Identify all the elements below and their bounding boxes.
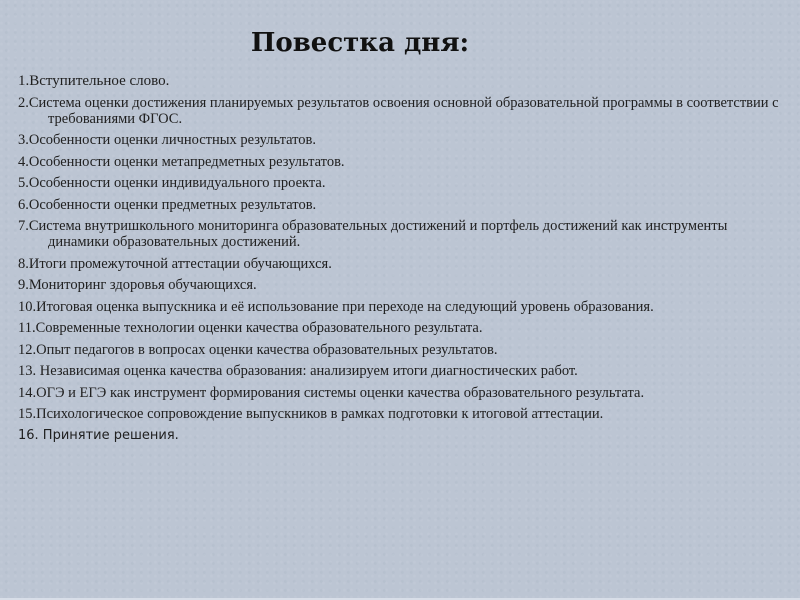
agenda-item: 14.ОГЭ и ЕГЭ как инструмент формирования системы оценки качества образовательного результата. bbox=[18, 384, 645, 401]
agenda-item: 7.Система внутришкольного мониторинга образовательных достижений и портфель достижений как инструменты динамики образовательных достижений. bbox=[18, 218, 728, 250]
agenda-item: 9.Мониторинг здоровья обучающихся. bbox=[18, 277, 257, 293]
agenda-item: 12.Опыт педагогов в вопросах оценки качества образовательных результатов. bbox=[18, 341, 498, 358]
slide-title: Повестка дня: bbox=[250, 28, 470, 58]
agenda-item: 11.Современные технологии оценки качества образовательного результата. bbox=[18, 320, 483, 336]
agenda-item: 13. Независимая оценка качества образования: анализируем итоги диагностических работ. bbox=[18, 363, 578, 379]
agenda-item: 3.Особенности оценки личностных результатов. bbox=[18, 132, 317, 148]
agenda-list bbox=[18, 73, 788, 449]
agenda-item: 5.Особенности оценки индивидуального проекта. bbox=[18, 175, 326, 191]
agenda-item: 6.Особенности оценки предметных результатов. bbox=[18, 196, 317, 213]
agenda-item: 2.Система оценки достижения планируемых результатов освоения основной образовательной программы в соответствии с требованиями ФГОС. bbox=[18, 94, 779, 127]
agenda-item: 4.Особенности оценки метапредметных результатов. bbox=[18, 153, 345, 170]
agenda-item: 1.Вступительное слово. bbox=[18, 73, 170, 89]
agenda-item: 10.Итоговая оценка выпускника и её использование при переходе на следующий уровень образования. bbox=[18, 298, 654, 315]
agenda-item: 15.Психологическое сопровождение выпускников в рамках подготовки к итоговой аттестации. bbox=[18, 406, 604, 422]
agenda-item: 8.Итоги промежуточной аттестации обучающихся. bbox=[18, 255, 332, 272]
agenda-item: 16. Принятие решения. bbox=[18, 427, 179, 443]
